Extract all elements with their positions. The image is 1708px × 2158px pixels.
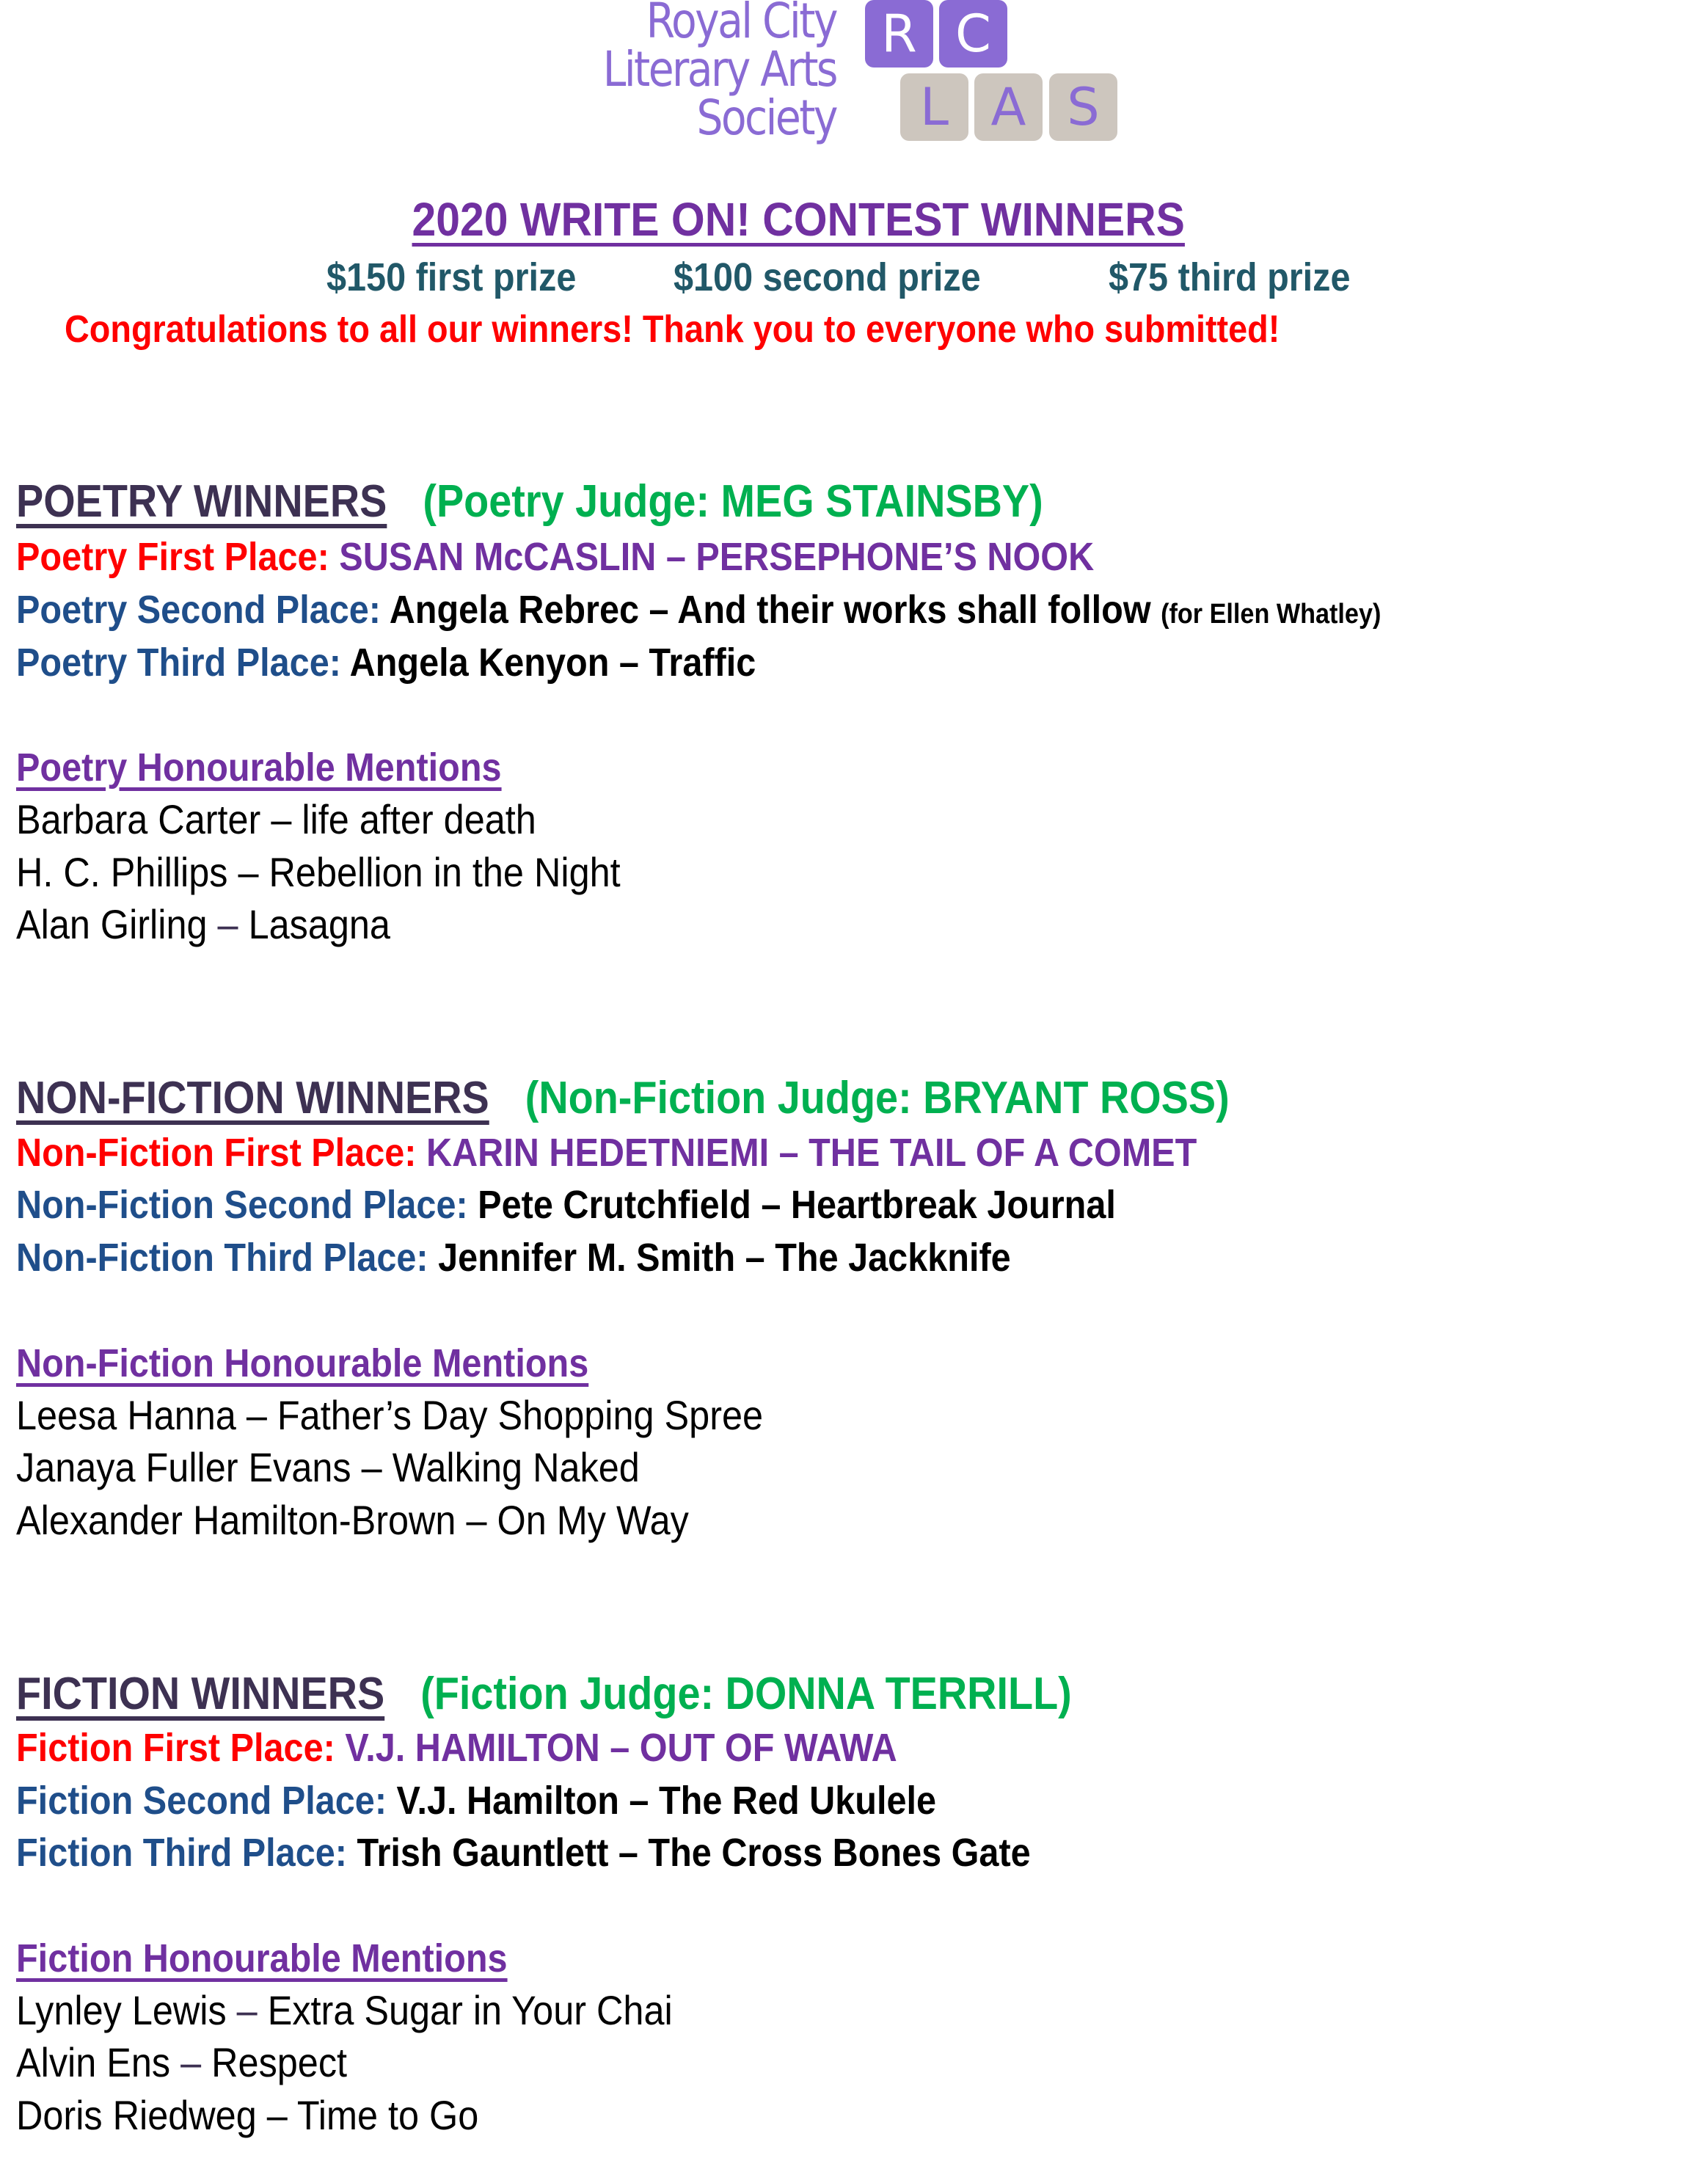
logo-line-1: Royal City: [646, 0, 836, 49]
third-place-row: [16, 1235, 1011, 1280]
section-heading-row: [16, 1072, 1230, 1124]
section-heading-row: [16, 1668, 1072, 1720]
second-place-note: (for Ellen Whatley): [1161, 599, 1382, 630]
judge-label: (Poetry Judge: MEG STAINSBY): [423, 476, 1043, 527]
third-place-row: [16, 1830, 1031, 1876]
honourable-mentions-heading: Non-Fiction Honourable Mentions: [16, 1341, 589, 1385]
logo-tile-l: L: [900, 73, 968, 141]
prize-first: $150 first prize: [326, 255, 577, 299]
honourable-mention-item: [16, 1443, 640, 1491]
logo-tile-s: S: [1049, 73, 1117, 141]
second-place-row: [16, 587, 1381, 633]
page-title: [391, 192, 1205, 247]
hm-dash: –: [271, 796, 292, 842]
hm-author: Janaya Fuller Evans: [16, 1444, 351, 1490]
third-place-label: Fiction Third Place:: [16, 1831, 347, 1875]
first-place-value: SUSAN McCASLIN – PERSEPHONE’S NOOK: [339, 535, 1095, 579]
logo-tile-c: C: [939, 0, 1007, 68]
congrats-message: Congratulations to all our winners! Thank you to everyone who submitted!: [65, 308, 1280, 351]
hm-dash: –: [236, 1987, 258, 2033]
judge-label: (Non-Fiction Judge: BRYANT ROSS): [525, 1073, 1230, 1123]
honourable-mentions-heading: Fiction Honourable Mentions: [16, 1936, 508, 1980]
second-place-label: Poetry Second Place:: [16, 588, 381, 632]
second-place-label: Fiction Second Place:: [16, 1779, 387, 1823]
second-place-label: Non-Fiction Second Place:: [16, 1183, 468, 1227]
first-place-label: Fiction First Place:: [16, 1726, 335, 1770]
hm-author: Doris Riedweg: [16, 2092, 257, 2138]
second-place-row: [16, 1182, 1116, 1228]
third-place-value: Jennifer M. Smith – The Jackknife: [438, 1236, 1011, 1280]
first-place-label: Poetry First Place:: [16, 535, 329, 579]
second-place-value: Pete Crutchfield – Heartbreak Journal: [478, 1183, 1116, 1227]
first-place-row: [16, 1130, 1197, 1175]
third-place-value: Angela Kenyon – Traffic: [349, 641, 756, 685]
honourable-mention-item: [16, 848, 621, 896]
second-place-value: Angela Rebrec – And their works shall follow: [389, 588, 1151, 632]
hm-title: Lasagna: [248, 901, 390, 947]
hm-author: Leesa Hanna: [16, 1392, 236, 1438]
hm-title: Rebellion in the Night: [269, 849, 621, 895]
hm-title: Respect: [211, 2039, 348, 2085]
logo-line-3: Society: [696, 90, 836, 146]
hm-author: Alvin Ens: [16, 2039, 171, 2085]
hm-dash: –: [238, 849, 259, 895]
honourable-mention-item: [16, 1391, 763, 1439]
hm-dash: –: [180, 2039, 202, 2085]
honourable-mention-item: [16, 1496, 689, 1544]
honourable-mentions-heading: Poetry Honourable Mentions: [16, 746, 502, 790]
hm-author: Barbara Carter: [16, 796, 261, 842]
third-place-row: [16, 640, 756, 685]
hm-title: Time to Go: [296, 2092, 479, 2138]
first-place-row: [16, 534, 1094, 580]
hm-dash: –: [246, 1392, 267, 1438]
prize-second: $100 second prize: [674, 255, 981, 299]
first-place-value: V.J. HAMILTON – OUT OF WAWA: [345, 1726, 897, 1770]
logo-text: [602, 0, 836, 146]
honourable-mention-item: [16, 1986, 673, 2034]
second-place-row: [16, 1778, 936, 1823]
hm-dash: –: [466, 1497, 487, 1543]
section-heading: POETRY WINNERS: [16, 476, 387, 527]
first-place-label: Non-Fiction First Place:: [16, 1131, 417, 1175]
section-heading: FICTION WINNERS: [16, 1669, 385, 1719]
third-place-label: Poetry Third Place:: [16, 641, 341, 685]
page-title-text: 2020 WRITE ON! CONTEST WINNERS: [412, 193, 1185, 246]
honourable-mention-item: [16, 795, 536, 843]
first-place-value: KARIN HEDETNIEMI – THE TAIL OF A COMET: [426, 1131, 1197, 1175]
section-heading: NON-FICTION WINNERS: [16, 1073, 489, 1123]
hm-dash: –: [361, 1444, 382, 1490]
logo-tile-a: A: [974, 73, 1043, 141]
third-place-label: Non-Fiction Third Place:: [16, 1236, 428, 1280]
hm-author: Alan Girling: [16, 901, 208, 947]
hm-title: life after death: [302, 796, 536, 842]
logo-line-2: Literary Arts: [602, 41, 836, 98]
prize-third: $75 third prize: [1109, 255, 1351, 299]
honourable-mention-item: [16, 2038, 347, 2086]
hm-title: Extra Sugar in Your Chai: [267, 1987, 673, 2033]
section-heading-row: [16, 475, 1043, 528]
second-place-value: V.J. Hamilton – The Red Ukulele: [396, 1779, 937, 1823]
hm-title: On My Way: [497, 1497, 689, 1543]
hm-author: H. C. Phillips: [16, 849, 228, 895]
judge-label: (Fiction Judge: DONNA TERRILL): [420, 1669, 1072, 1719]
hm-title: Father’s Day Shopping Spree: [277, 1392, 764, 1438]
hm-author: Lynley Lewis: [16, 1987, 227, 2033]
hm-dash: –: [266, 2092, 288, 2138]
third-place-value: Trish Gauntlett – The Cross Bones Gate: [357, 1831, 1031, 1875]
hm-title: Walking Naked: [392, 1444, 640, 1490]
honourable-mention-item: [16, 900, 390, 948]
hm-dash: –: [217, 901, 238, 947]
hm-author: Alexander Hamilton-Brown: [16, 1497, 456, 1543]
logo-tile-r: R: [865, 0, 933, 68]
first-place-row: [16, 1725, 897, 1771]
honourable-mention-item: [16, 2091, 478, 2139]
